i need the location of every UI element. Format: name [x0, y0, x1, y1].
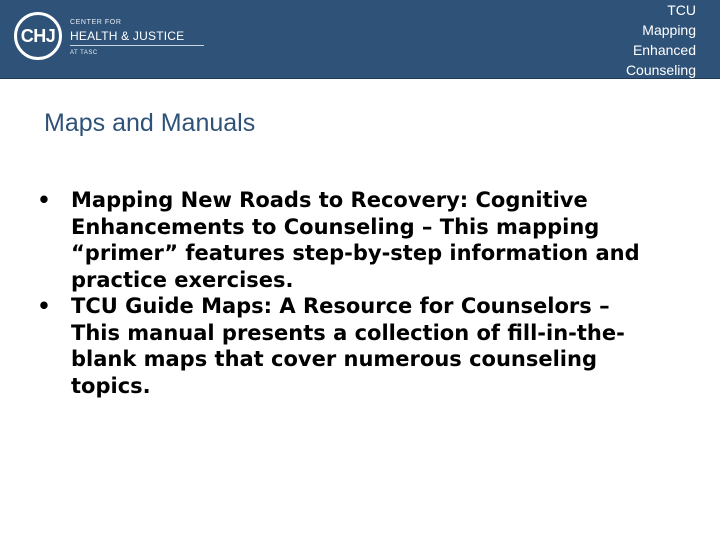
header-title-line: Mapping	[642, 22, 696, 38]
bullet-dot-icon: •	[37, 188, 51, 212]
bullet-line: This manual presents a collection of fill-in-the-	[71, 320, 625, 345]
header-title	[576, 0, 696, 80]
header-title-line: TCU	[667, 2, 696, 18]
bullet-line: Mapping New Roads to Recovery: Cognitive	[71, 188, 588, 212]
bullet-list	[34, 187, 674, 399]
chj-logo	[14, 12, 204, 64]
bullet-item	[34, 187, 674, 293]
header-bar	[0, 0, 720, 79]
bullet-line: blank maps that cover numerous counseling	[71, 347, 597, 371]
bullet-line: “primer” features step-by-step information and	[71, 241, 640, 265]
bullet-line: Enhancements to Counseling – This mapping	[71, 214, 600, 239]
slide-title: Maps and Manuals	[44, 109, 256, 137]
logo-at-tasc: AT TASC	[70, 50, 98, 56]
bullet-line: TCU Guide Maps: A Resource for Counselors –	[71, 294, 610, 318]
bullet-line: practice exercises.	[71, 267, 294, 292]
bullet-dot-icon: •	[37, 294, 51, 318]
header-title-line: Counseling	[625, 62, 696, 78]
bullet-item	[34, 293, 674, 399]
header-title-line: Enhanced	[632, 42, 696, 58]
logo-divider	[70, 45, 204, 46]
bullet-line: topics.	[71, 373, 151, 398]
logo-abbr: CHJ	[20, 26, 56, 46]
logo-health-justice: HEALTH & JUSTICE	[70, 29, 185, 43]
logo-center-for: CENTER FOR	[70, 19, 122, 26]
